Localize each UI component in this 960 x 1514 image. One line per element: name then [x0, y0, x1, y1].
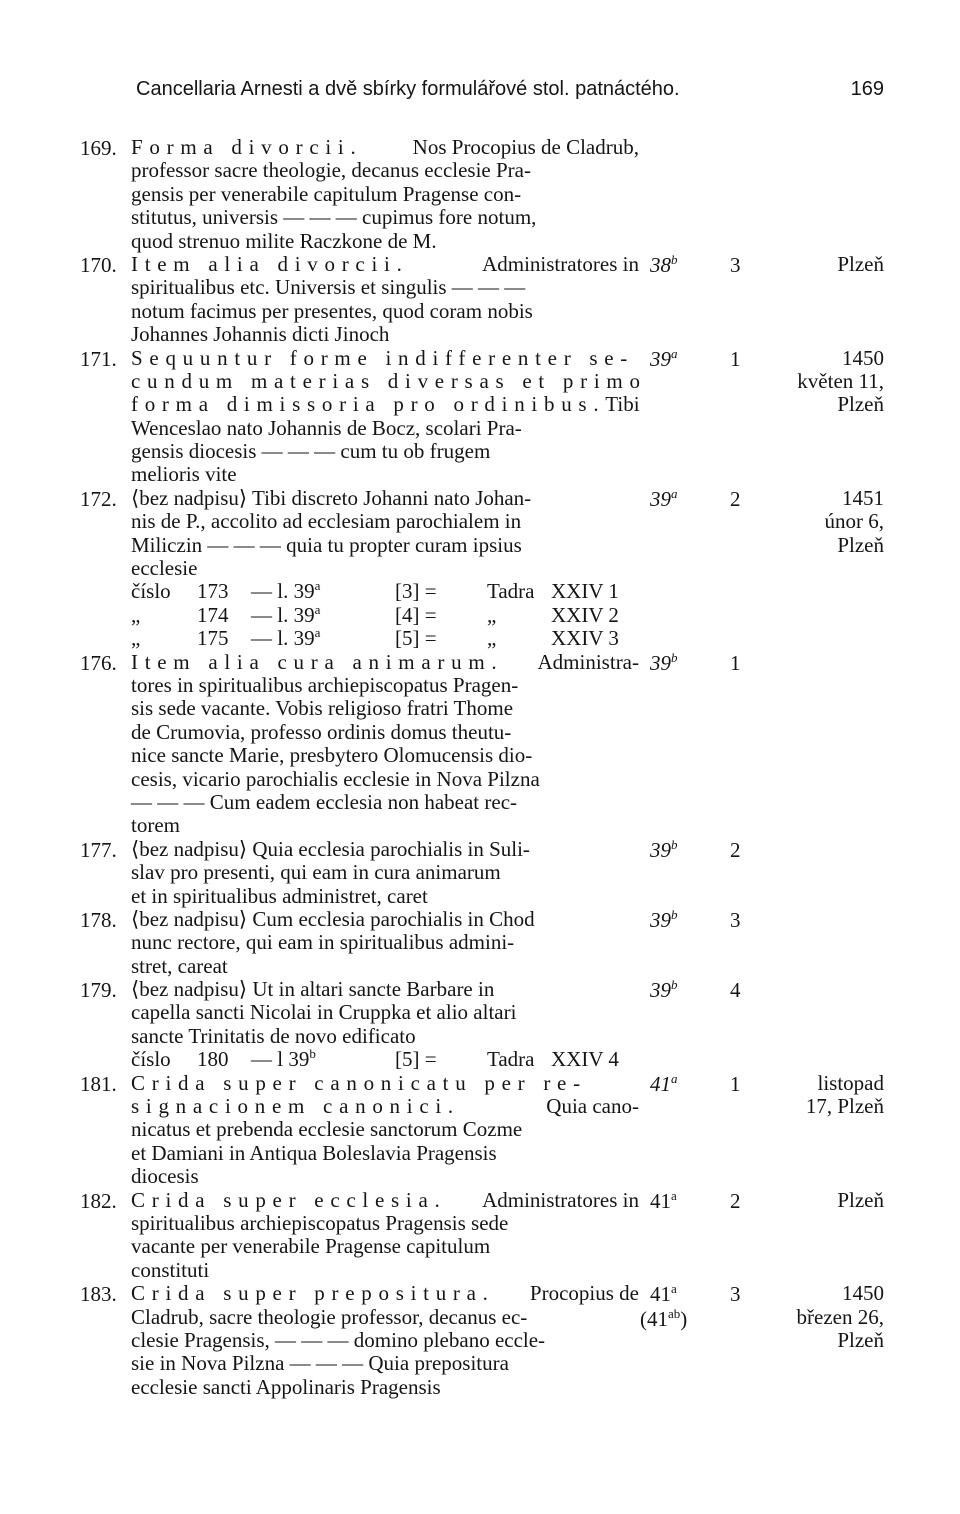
text-segment: Johannes Johannis dicti Jinoch	[131, 322, 390, 347]
text-line	[131, 368, 647, 393]
text-line	[131, 159, 639, 182]
date-place-line: 1450	[842, 1281, 884, 1306]
text-segment: Quia cano-	[546, 1094, 639, 1119]
entry-heading: Crida super canonicatu per re-	[131, 1070, 587, 1095]
folio-alt-close: )	[680, 1307, 688, 1332]
text-line	[131, 1282, 639, 1305]
folio-side: b	[671, 977, 678, 993]
entry-text	[131, 978, 639, 1072]
xref-c: — l 39	[251, 1047, 310, 1072]
register-entry	[0, 347, 960, 487]
text-line	[131, 1352, 639, 1375]
xref-folio	[251, 627, 320, 650]
cross-reference-row	[131, 601, 639, 627]
text-segment: gensis diocesis — — — cum tu ob frugem	[131, 439, 491, 464]
folio-reference	[650, 908, 720, 933]
text-line	[131, 861, 639, 884]
text-segment: gensis per venerabile capitulum Pragense con-	[131, 181, 522, 206]
text-segment: constituti	[131, 1257, 210, 1282]
text-line	[131, 768, 639, 791]
xref-f: XXIV 3	[551, 626, 619, 651]
text-segment: Administratores in	[482, 1187, 639, 1212]
piece-number: 1	[730, 346, 741, 371]
text-line	[131, 1235, 639, 1258]
text-line	[131, 136, 639, 159]
text-segment: Procopius de	[529, 1281, 639, 1306]
register-entry	[0, 1282, 960, 1399]
text-segment: torem	[131, 813, 180, 838]
folio-reference	[650, 347, 720, 372]
xref-c: — l. 39	[251, 579, 315, 604]
text-segment: sis sede vacante. Vobis religioso fratri Thome	[131, 696, 514, 721]
text-segment: melioris vite	[131, 462, 237, 487]
text-line	[131, 1376, 639, 1399]
entry-text	[131, 253, 639, 347]
text-segment: nis de P., accolito ad ecclesiam parochialem in	[131, 509, 522, 534]
register-entry	[0, 1189, 960, 1283]
text-line	[131, 557, 639, 580]
xref-f: XXIV 1	[551, 579, 619, 604]
xref-e: „	[487, 602, 497, 627]
entry-number: 178.	[80, 907, 117, 932]
entry-number: 182.	[80, 1188, 117, 1213]
text-segment: cesis, vicario parochialis ecclesie in Nova Pilzna	[131, 766, 540, 791]
folio-reference	[650, 1189, 720, 1214]
text-line	[131, 417, 639, 440]
xref-a: číslo	[131, 579, 171, 604]
text-line	[131, 1095, 639, 1118]
folio-number: 41	[650, 1282, 671, 1307]
entry-heading: cundum materias diversas et primo	[131, 368, 647, 393]
register-entry	[0, 978, 960, 1072]
xref-d: [3] =	[395, 579, 437, 604]
piece-number: 3	[730, 1282, 741, 1307]
xref-folio	[251, 601, 321, 627]
header-title: Cancellaria Arnesti a dvě sbírky formulářové stol. patnáctého.	[136, 78, 680, 100]
text-line	[131, 697, 639, 720]
text-segment: de Crumovia, professo ordinis domus theutu-	[131, 719, 512, 744]
entry-heading: forma dimissoria pro ordinibus.	[131, 392, 606, 417]
text-segment: ecclesie	[131, 556, 198, 581]
text-segment: Miliczin — — — quia tu propter curam ipsius	[131, 532, 522, 557]
folio-side: a	[314, 601, 321, 617]
piece-number: 2	[730, 837, 741, 862]
folio-number: 39	[650, 486, 671, 511]
entry-heading: Forma divorcii.	[131, 135, 363, 159]
piece-number: 2	[730, 486, 741, 511]
date-place-line: 17, Plzeň	[805, 1094, 884, 1119]
entry-heading: Sequuntur forme indifferenter se-	[131, 345, 635, 370]
text-line	[131, 1118, 639, 1141]
folio-side: b	[671, 906, 678, 922]
folio-number: 39	[650, 346, 671, 371]
text-line	[131, 1212, 639, 1235]
text-segment: sancte Trinitatis de novo edificato	[131, 1023, 416, 1048]
folio-side: b	[309, 1046, 316, 1062]
register-entry	[0, 908, 960, 978]
xref-b: 175	[197, 626, 229, 651]
folio-alt-side: ab	[668, 1306, 681, 1322]
text-line	[131, 510, 639, 533]
text-line	[131, 323, 639, 346]
text-segment: Cladrub, sacre theologie professor, decanus ec-	[131, 1304, 528, 1329]
text-line	[131, 721, 639, 744]
register-entry	[0, 1072, 960, 1189]
text-line	[131, 440, 639, 463]
entry-heading: Crida super ecclesia.	[131, 1187, 447, 1212]
text-line	[131, 1025, 639, 1048]
date-place-line: březen 26,	[796, 1304, 884, 1329]
entry-text	[131, 345, 647, 487]
date-place-line: Plzeň	[837, 1327, 884, 1352]
text-line	[131, 791, 639, 814]
text-line	[131, 1165, 639, 1188]
register-entry	[0, 651, 960, 838]
folio-alternate	[640, 1307, 720, 1332]
text-segment: ⟨bez nadpisu⟩ Ut in altari sancte Barbare in	[131, 977, 495, 1002]
entry-text	[131, 838, 639, 908]
entry-number: 169.	[80, 136, 117, 160]
entry-text	[131, 1189, 639, 1283]
folio-alt-number: (41	[640, 1307, 668, 1332]
text-line	[131, 1329, 639, 1352]
text-line	[131, 183, 639, 206]
entry-text	[131, 136, 639, 253]
text-segment: capella sancti Nicolai in Cruppka et alio altari	[131, 1000, 517, 1025]
entry-number: 176.	[80, 650, 117, 675]
folio-number: 39	[650, 907, 671, 932]
text-line	[131, 347, 639, 370]
text-line	[131, 534, 639, 557]
date-place	[768, 1282, 884, 1352]
folio-side: a	[671, 485, 678, 501]
running-header	[136, 78, 884, 108]
folio-reference	[650, 978, 720, 1003]
folio-side: a	[671, 1070, 678, 1086]
entry-number: 183.	[80, 1282, 117, 1307]
folio-reference	[650, 1072, 720, 1097]
entry-text	[131, 908, 639, 978]
folio-side: a	[314, 578, 321, 594]
xref-e: Tadra	[487, 579, 535, 604]
text-segment: nicatus et prebenda ecclesie sanctorum Cozme	[131, 1117, 523, 1142]
text-line	[131, 487, 639, 510]
piece-number: 3	[730, 252, 741, 277]
xref-folio	[251, 580, 320, 603]
date-place-line: Plzeň	[837, 251, 884, 276]
text-segment: ecclesie sancti Appolinaris Pragensis	[131, 1374, 441, 1399]
date-place-line: Plzeň	[837, 532, 884, 557]
text-line	[131, 276, 639, 299]
xref-d: [5] =	[395, 626, 437, 651]
text-segment: Tibi	[605, 392, 640, 417]
text-segment: et in spiritualibus administret, caret	[131, 883, 428, 908]
xref-e: „	[487, 626, 497, 651]
piece-number: 1	[730, 1071, 741, 1096]
folio-number: 39	[650, 837, 671, 862]
date-place	[768, 1072, 884, 1119]
text-line	[131, 1259, 639, 1282]
folio-number: 41	[650, 1071, 671, 1096]
date-place-line: Plzeň	[837, 1187, 884, 1212]
folio-reference	[650, 487, 720, 512]
text-line	[131, 230, 639, 253]
piece-number: 2	[730, 1188, 741, 1213]
xref-a: „	[131, 602, 141, 627]
folio-reference	[650, 838, 720, 863]
date-place-line: listopad	[817, 1070, 884, 1095]
date-place	[768, 487, 884, 557]
text-line	[131, 674, 639, 697]
xref-d: [4] =	[395, 602, 437, 627]
entry-number: 170.	[80, 252, 117, 277]
text-segment: Nos Procopius de Cladrub,	[412, 135, 639, 159]
date-place-line: únor 6,	[824, 509, 884, 534]
text-segment: et Damiani in Antiqua Boleslavia Pragensis	[131, 1140, 497, 1165]
cross-reference-row	[131, 627, 639, 650]
text-segment: Administra-	[537, 649, 639, 674]
text-line	[131, 1072, 639, 1095]
text-segment: vacante per venerabile Pragense capitulum	[131, 1234, 491, 1259]
folio-number: 39	[650, 650, 671, 675]
text-line	[131, 814, 639, 837]
xref-b: 173	[197, 579, 229, 604]
folio-side: a	[671, 345, 678, 361]
text-segment: Wenceslao nato Johannis de Bocz, scolari Pra-	[131, 415, 522, 440]
register-entry	[0, 253, 960, 347]
text-segment: slav pro presenti, qui eam in cura animarum	[131, 860, 501, 885]
text-segment: ⟨bez nadpisu⟩ Quia ecclesia parochialis in Suli-	[131, 836, 530, 861]
register-entry	[0, 487, 960, 651]
entry-heading: Crida super prepositura.	[131, 1281, 495, 1306]
xref-f: XXIV 2	[551, 602, 619, 627]
folio-side: a	[314, 625, 321, 641]
entry-number: 181.	[80, 1071, 117, 1096]
date-place	[768, 347, 884, 417]
text-segment: spiritualibus archiepiscopatus Pragensis sede	[131, 1210, 509, 1235]
folio-side: a	[671, 1281, 677, 1297]
register-entries	[0, 136, 960, 1399]
piece-number: 4	[730, 978, 741, 1003]
entry-text	[131, 487, 639, 651]
entry-number: 177.	[80, 837, 117, 862]
text-line	[131, 1306, 639, 1329]
folio-number: 39	[650, 978, 671, 1003]
date-place-line: 1451	[842, 485, 884, 510]
xref-c: — l. 39	[251, 602, 315, 627]
text-segment: quod strenuo milite Raczkone de M.	[131, 228, 437, 253]
folio-number: 41	[650, 1188, 671, 1213]
text-segment: nice sancte Marie, presbytero Olomucensis dio-	[131, 743, 533, 768]
register-entry	[0, 136, 960, 253]
entry-text	[131, 1072, 639, 1189]
piece-number: 3	[730, 907, 741, 932]
text-line	[131, 1189, 639, 1212]
text-segment: diocesis	[131, 1164, 199, 1189]
folio-side: b	[671, 836, 678, 852]
text-segment: professor sacre theologie, decanus ecclesie Pra-	[131, 158, 531, 183]
text-segment: clesie Pragensis, — — — domino plebano eccle-	[131, 1327, 546, 1352]
entry-text	[131, 1282, 639, 1399]
text-line	[131, 393, 639, 416]
date-place	[768, 1189, 884, 1212]
folio-number: 38	[650, 252, 671, 277]
entry-number: 171.	[80, 346, 117, 371]
text-line	[131, 1142, 639, 1165]
xref-folio	[251, 1048, 316, 1071]
text-line	[131, 463, 639, 486]
cross-reference-row	[131, 1048, 639, 1071]
cross-reference-row	[131, 580, 639, 603]
page-number: 169	[850, 78, 884, 100]
text-line	[131, 978, 639, 1001]
date-place-line: Plzeň	[837, 392, 884, 417]
text-segment: ⟨bez nadpisu⟩ Tibi discreto Johanni nato Johan-	[131, 485, 532, 510]
entry-heading: Item alia cura animarum.	[131, 649, 504, 674]
xref-b: 180	[197, 1047, 229, 1072]
entry-heading: signacionem canonici.	[131, 1094, 460, 1119]
entry-text	[131, 651, 639, 838]
text-line	[131, 908, 639, 931]
entry-number: 172.	[80, 486, 117, 511]
xref-e: Tadra	[487, 1047, 535, 1072]
text-line	[131, 838, 639, 861]
text-segment: ⟨bez nadpisu⟩ Cum ecclesia parochialis in Chod	[131, 906, 535, 931]
text-segment: Administratores in	[482, 251, 639, 276]
xref-d: [5] =	[395, 1047, 437, 1072]
text-line	[131, 955, 639, 978]
folio-reference	[640, 1281, 720, 1332]
folio-side: a	[671, 1187, 677, 1203]
folio-side: b	[671, 251, 678, 267]
entry-heading: Item alia divorcii.	[131, 251, 409, 276]
xref-a: „	[131, 626, 141, 651]
xref-b: 174	[197, 602, 229, 627]
folio-side: b	[671, 649, 678, 665]
text-line	[131, 744, 639, 767]
entry-number: 179.	[80, 978, 117, 1003]
text-segment: tores in spiritualibus archiepiscopatus Pragen-	[131, 672, 519, 697]
text-segment: stret, careat	[131, 953, 228, 978]
text-line	[131, 300, 639, 323]
text-line	[131, 1001, 639, 1024]
folio-reference	[650, 651, 720, 676]
date-place	[768, 253, 884, 276]
xref-a: číslo	[131, 1047, 171, 1072]
piece-number: 1	[730, 650, 741, 675]
date-place-line: květen 11,	[797, 368, 884, 393]
xref-c: — l. 39	[251, 626, 315, 651]
text-segment: stitutus, universis — — — cupimus fore notum,	[131, 205, 537, 230]
text-line	[131, 885, 639, 908]
folio-reference	[650, 253, 720, 278]
xref-f: XXIV 4	[551, 1047, 619, 1072]
text-line	[131, 206, 639, 229]
text-segment: notum facimus per presentes, quod coram nobis	[131, 298, 533, 323]
text-line	[131, 253, 639, 276]
text-line	[131, 651, 639, 674]
date-place-line: 1450	[842, 345, 884, 370]
text-segment: — — — Cum eadem ecclesia non habeat rec-	[131, 789, 518, 814]
text-line	[131, 931, 639, 954]
text-segment: sie in Nova Pilzna — — — Quia prepositura	[131, 1351, 509, 1376]
register-entry	[0, 838, 960, 908]
text-segment: nunc rectore, qui eam in spiritualibus admini-	[131, 930, 515, 955]
text-segment: spiritualibus etc. Universis et singulis — — —	[131, 275, 526, 300]
